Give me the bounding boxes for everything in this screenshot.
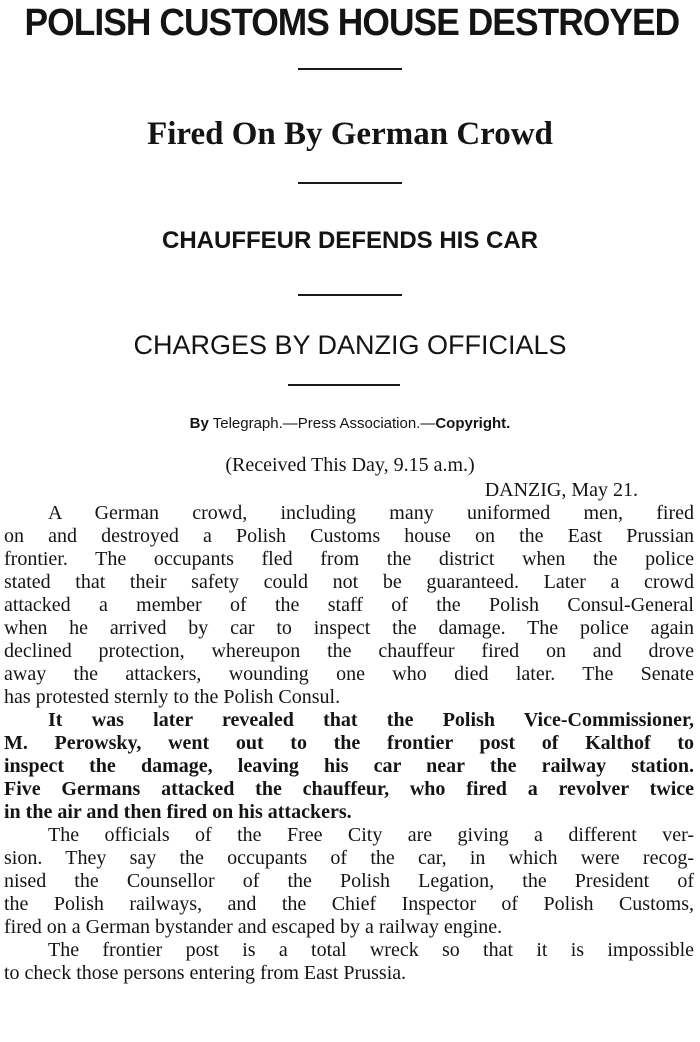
byline-prefix: By	[189, 415, 209, 432]
paragraph-line: in the air and then fired on his attackers.	[4, 801, 352, 823]
divider-rule	[298, 294, 402, 296]
paragraph-line: the Polish railways, and the Chief Inspector of Polish Customs,	[4, 893, 694, 915]
dateline: DANZIG, May 21.	[484, 479, 638, 501]
subheadline-chauffeur: CHAUFFEUR DEFENDS HIS CAR	[161, 227, 538, 254]
paragraph-line: nised the Counsellor of the Polish Legation, the President of	[4, 870, 694, 892]
received-time: (Received This Day, 9.15 a.m.)	[225, 454, 475, 476]
paragraph-line: has protested sternly to the Polish Consul.	[4, 686, 341, 708]
paragraph-line: The officials of the Free City are giving a different ver-	[48, 824, 694, 846]
divider-rule	[298, 182, 402, 184]
paragraph-line: when he arrived by car to inspect the damage. The police again	[4, 617, 694, 639]
paragraph-4	[4, 939, 694, 985]
paragraph-1	[4, 502, 694, 709]
byline-copyright: Copyright.	[435, 415, 511, 432]
divider-rule	[288, 384, 400, 386]
paragraph-line: away the attackers, wounding one who died later. The Senate	[4, 663, 694, 685]
paragraph-line: fired on a German bystander and escaped by a railway engine.	[4, 916, 503, 938]
paragraph-line: M. Perowsky, went out to the frontier post of Kalthof to	[4, 732, 694, 754]
paragraph-line: declined protection, whereupon the chauffeur fired on and drove	[4, 640, 694, 662]
byline	[0, 414, 700, 434]
paragraph-line: frontier. The occupants fled from the district when the police	[4, 548, 694, 570]
paragraph-line: to check those persons entering from East Prussia.	[4, 962, 407, 984]
subheadline-charges: CHARGES BY DANZIG OFFICIALS	[133, 330, 567, 360]
paragraph-3	[4, 824, 694, 939]
paragraph-line: A German crowd, including many uniformed men, fired	[48, 502, 694, 524]
byline-agency: Telegraph.—Press Association.—	[212, 415, 436, 432]
paragraph-line: sion. They say the occupants of the car, in which were recog-	[4, 847, 694, 869]
paragraph-line: The frontier post is a total wreck so that it is impossible	[48, 939, 694, 961]
paragraph-line: Five Germans attacked the chauffeur, who fired a revolver twice	[4, 778, 694, 800]
paragraph-line: inspect the damage, leaving his car near the railway station.	[4, 755, 694, 777]
paragraph-line: on and destroyed a Polish Customs house on the East Prussian	[4, 525, 694, 547]
paragraph-line: stated that their safety could not be guaranteed. Later a crowd	[4, 571, 694, 593]
subheadline-fired-on: Fired On By German Crowd	[147, 116, 553, 152]
headline: POLISH CUSTOMS HOUSE DESTROYED	[24, 2, 680, 44]
paragraph-line: attacked a member of the staff of the Polish Consul-General	[4, 594, 694, 616]
paragraph-line: It was later revealed that the Polish Vice-Commissioner,	[48, 709, 694, 731]
divider-rule	[298, 68, 402, 70]
paragraph-2	[4, 709, 694, 824]
article-body	[4, 502, 694, 985]
